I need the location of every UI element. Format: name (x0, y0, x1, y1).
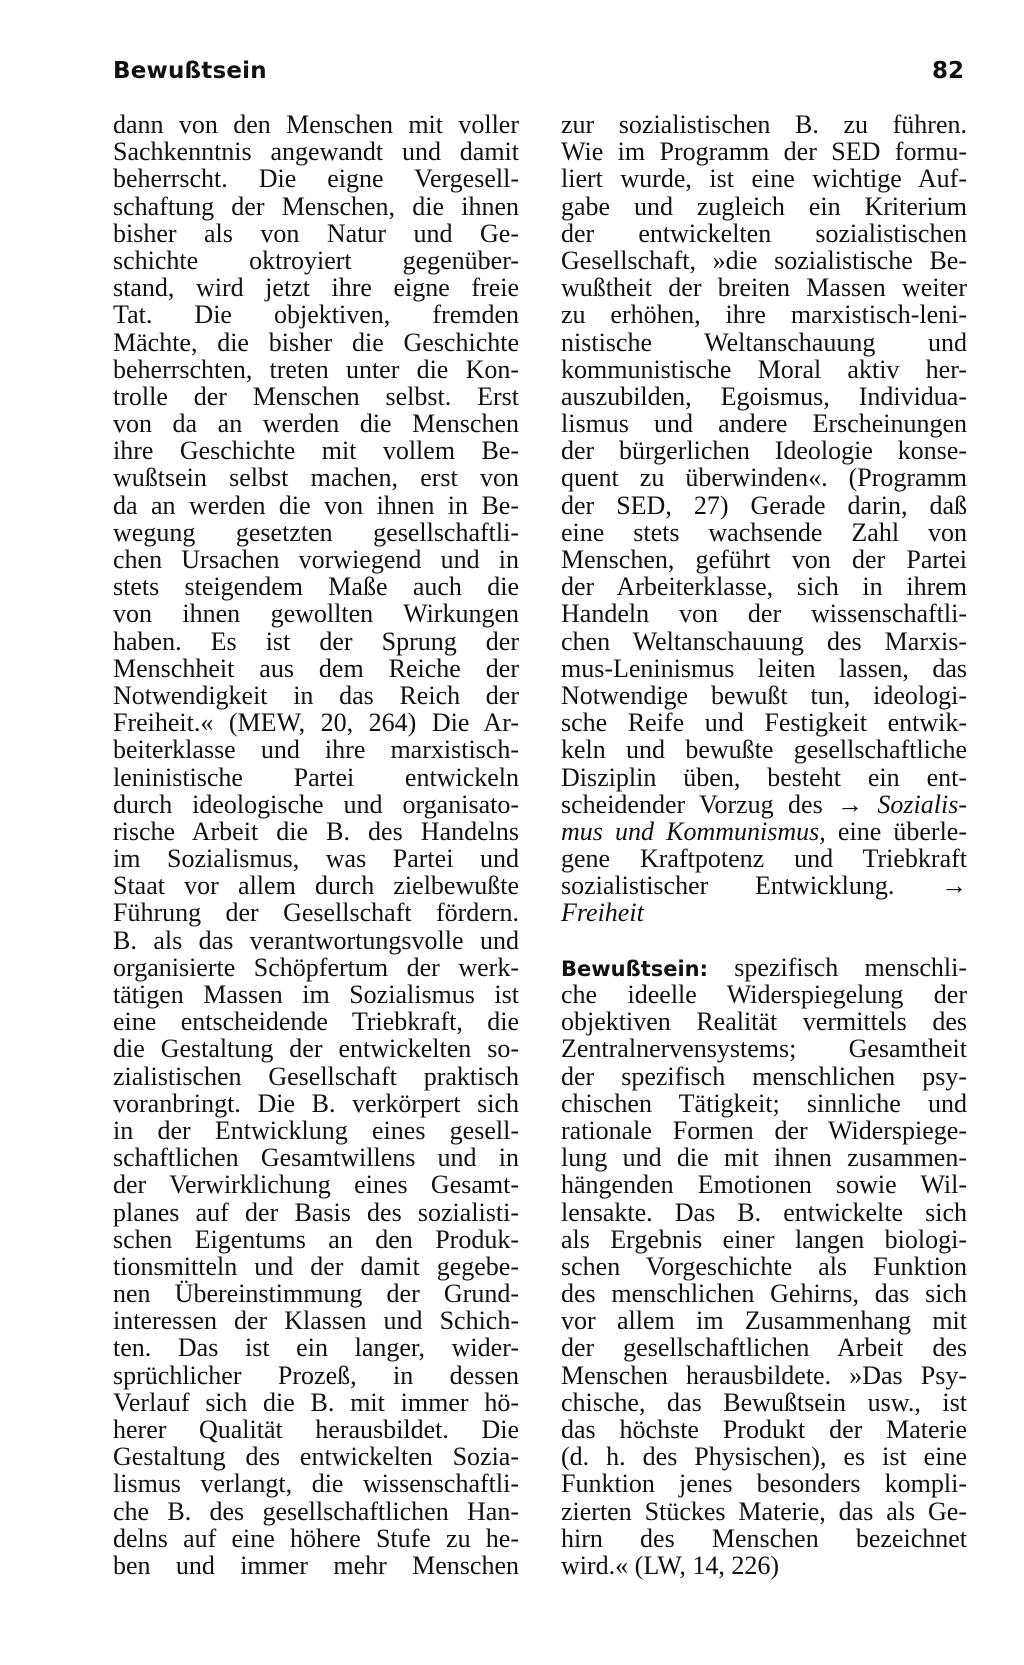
text-line: zu erhöhen, ihre marxistisch-leni- (561, 300, 967, 330)
text-line: lismus verlangt, die wissenschaftli- (113, 1469, 519, 1499)
text-line: lensakte. Das B. entwickelte sich (561, 1197, 967, 1227)
text-line: organisierte Schöpfertum der werk- (113, 952, 519, 982)
text-line: trolle der Menschen selbst. Erst (113, 381, 519, 411)
text-line: in der Entwicklung eines gesell- (113, 1115, 519, 1145)
text-line: Menschen, geführt von der Partei (561, 545, 967, 574)
text-line: mus und Kommunismus, eine überle- (561, 816, 967, 846)
entry-term: Bewußtsein: (561, 956, 709, 981)
text-line: sprüchlicher Prozeß, in dessen (113, 1360, 519, 1390)
text-line: der Arbeiterklasse, sich in ihrem (561, 572, 967, 602)
text-line: (d. h. des Physischen), es ist eine (561, 1442, 967, 1472)
text-line: chischen Tätigkeit; sinnliche und (561, 1088, 967, 1118)
cross-reference-link[interactable]: Freiheit (561, 898, 644, 928)
text-line: zialistischen Gesellschaft praktisch (113, 1061, 519, 1091)
text-line: das höchste Produkt der Materie (561, 1415, 967, 1444)
text-line: Verlauf sich die B. mit immer hö- (113, 1387, 519, 1417)
text-line: tionsmitteln und der damit gegebe- (113, 1251, 519, 1281)
text-line: Menschen herausbildete. »Das Psy- (561, 1360, 967, 1390)
text-line: Staat vor allem durch zielbewußte (113, 871, 519, 901)
text-line: nistische Weltanschauung und (561, 327, 967, 357)
text-line: der Verwirklichung eines Gesamt- (113, 1170, 519, 1200)
text-line: lung und die mit ihnen zusammen- (561, 1143, 967, 1173)
text-line: schichte oktroyiert gegenüber- (113, 245, 519, 275)
text-line: chische, das Bewußtsein usw., ist (561, 1387, 967, 1417)
text-line: stets steigendem Maße auch die (113, 572, 519, 602)
text-line: kommunistische Moral aktiv her- (561, 354, 967, 384)
text-line: bisher als von Natur und Ge- (113, 218, 519, 248)
text-line: che B. des gesellschaftlichen Han- (113, 1496, 519, 1526)
text-line: beherrscht. Die eigne Vergesell- (113, 164, 519, 194)
text-line: von ihnen gewollten Wirkungen (113, 599, 519, 629)
text-line: der gesellschaftlichen Arbeit des (561, 1333, 967, 1363)
text-line: sozialistischer Entwicklung. → (561, 871, 967, 901)
entry-heading-line: Bewußtsein: spezifisch menschli- (561, 952, 967, 982)
text-line: hirn des Menschen bezeichnet (561, 1523, 967, 1553)
text-line: ihre Geschichte mit vollem Be- (113, 436, 519, 466)
text-line: herer Qualität herausbildet. Die (113, 1415, 519, 1444)
text-line: leninistische Partei entwickeln (113, 762, 519, 792)
text-line: beiterklasse und ihre marxistisch- (113, 735, 519, 765)
text-line: ten. Das ist ein langer, wider- (113, 1333, 519, 1363)
text-line: auszubilden, Egoismus, Individua- (561, 381, 967, 411)
text-line: Notwendigkeit in das Reich der (113, 680, 519, 710)
text-line: Disziplin üben, besteht ein ent- (561, 762, 967, 792)
text-line: Handeln von der wissenschaftli- (561, 599, 967, 629)
text-line: der entwickelten sozialistischen (561, 218, 967, 248)
right-column (561, 111, 967, 1579)
text-line: Notwendige bewußt tun, ideologi- (561, 680, 967, 710)
text-line: wußtheit der breiten Massen weiter (561, 273, 967, 303)
text-line: Gesellschaft, »die sozialistische Be- (561, 245, 967, 275)
text-line: der SED, 27) Gerade darin, daß (561, 490, 967, 520)
cross-reference-link[interactable]: Sozialis- (877, 789, 967, 819)
text-line: Sachkenntnis angewandt und damit (113, 137, 519, 167)
text-line: eine stets wachsende Zahl von (561, 517, 967, 547)
left-column (113, 111, 519, 1579)
text-line: die Gestaltung der entwickelten so- (113, 1034, 519, 1064)
text-line: durch ideologische und organisato- (113, 789, 519, 819)
text-line: Gestaltung des entwickelten Sozia- (113, 1442, 519, 1472)
text-line: dann von den Menschen mit voller (113, 110, 519, 139)
text-line: sche Reife und Festigkeit entwik- (561, 708, 967, 738)
text-line: Menschheit aus dem Reiche der (113, 653, 519, 683)
text-line: B. als das verantwortungsvolle und (113, 925, 519, 955)
text-line: zierten Stückes Materie, das als Ge- (561, 1496, 967, 1526)
text-line: der spezifisch menschlichen psy- (561, 1061, 967, 1091)
text-line: Funktion jenes besonders kompli- (561, 1469, 967, 1499)
text-line: zur sozialistischen B. zu führen. (561, 110, 967, 139)
text-line: schen Eigentums an den Produk- (113, 1224, 519, 1254)
cross-reference-link[interactable]: mus und Kommunismus, (561, 816, 826, 846)
text-line: ben und immer mehr Menschen (113, 1550, 519, 1580)
text-line: mus-Leninismus leiten lassen, das (561, 653, 967, 683)
text-line: Tat. Die objektiven, fremden (113, 300, 519, 330)
text-line: Mächte, die bisher die Geschichte (113, 327, 519, 357)
text-line: als Ergebnis einer langen biologi- (561, 1224, 967, 1254)
text-line: delns auf eine höhere Stufe zu he- (113, 1523, 519, 1553)
text-line: tätigen Massen im Sozialismus ist (113, 980, 519, 1009)
text-line: vor allem im Zusammenhang mit (561, 1306, 967, 1336)
text-line: wußtsein selbst machen, erst von (113, 463, 519, 493)
text-line: liert wurde, ist eine wichtige Auf- (561, 164, 967, 194)
text-line: che ideelle Widerspiegelung der (561, 980, 967, 1009)
text-line: stand, wird jetzt ihre eigne freie (113, 273, 519, 303)
text-line: interessen der Klassen und Schich- (113, 1306, 519, 1336)
text-line: voranbringt. Die B. verkörpert sich (113, 1088, 519, 1118)
text-line: lismus und andere Erscheinungen (561, 409, 967, 439)
text-line: schaftlichen Gesamtwillens und in (113, 1143, 519, 1173)
text-line: eine entscheidende Triebkraft, die (113, 1007, 519, 1037)
text-line: chen Ursachen vorwiegend und in (113, 545, 519, 574)
text-line: beherrschten, treten unter die Kon- (113, 354, 519, 384)
text-line: nen Übereinstimmung der Grund- (113, 1279, 519, 1309)
text-line: hängenden Emotionen sowie Wil- (561, 1170, 967, 1200)
text-line: haben. Es ist der Sprung der (113, 626, 519, 656)
text-line: Freiheit.« (MEW, 20, 264) Die Ar- (113, 708, 519, 738)
text-line (561, 899, 967, 926)
text-line: wird.« (LW, 14, 226) (561, 1550, 780, 1580)
text-line: von da an werden die Menschen (113, 409, 519, 439)
text-line: quent zu überwinden«. (Programm (561, 463, 967, 493)
paragraph-gap (561, 927, 967, 954)
text-line: da an werden die von ihnen in Be- (113, 490, 519, 520)
text-line: der bürgerlichen Ideologie konse- (561, 436, 967, 466)
text-line: des menschlichen Gehirns, das sich (561, 1279, 967, 1309)
text-line: Zentralnervensystems; Gesamtheit (561, 1034, 967, 1064)
running-head: Bewußtsein (113, 58, 267, 84)
text-line: keln und bewußte gesellschaftliche (561, 735, 967, 765)
text-line: gabe und zugleich ein Kriterium (561, 191, 967, 221)
page-number: 82 (931, 58, 964, 84)
text-line: Wie im Programm der SED formu- (561, 137, 967, 167)
text-line: Führung der Gesellschaft fördern. (113, 898, 519, 928)
text-line: rationale Formen der Widerspiege- (561, 1115, 967, 1145)
text-line: chen Weltanschauung des Marxis- (561, 626, 967, 656)
text-line: rische Arbeit die B. des Handelns (113, 816, 519, 846)
text-line: schen Vorgeschichte als Funktion (561, 1251, 967, 1281)
text-line: planes auf der Basis des sozialisti- (113, 1197, 519, 1227)
text-line: scheidender Vorzug des → Sozialis- (561, 789, 967, 819)
text-line: schaftung der Menschen, die ihnen (113, 191, 519, 221)
text-line: im Sozialismus, was Partei und (113, 844, 519, 874)
text-line: objektiven Realität vermittels des (561, 1007, 967, 1037)
text-line: gene Kraftpotenz und Triebkraft (561, 844, 967, 874)
text-line: wegung gesetzten gesellschaftli- (113, 517, 519, 547)
